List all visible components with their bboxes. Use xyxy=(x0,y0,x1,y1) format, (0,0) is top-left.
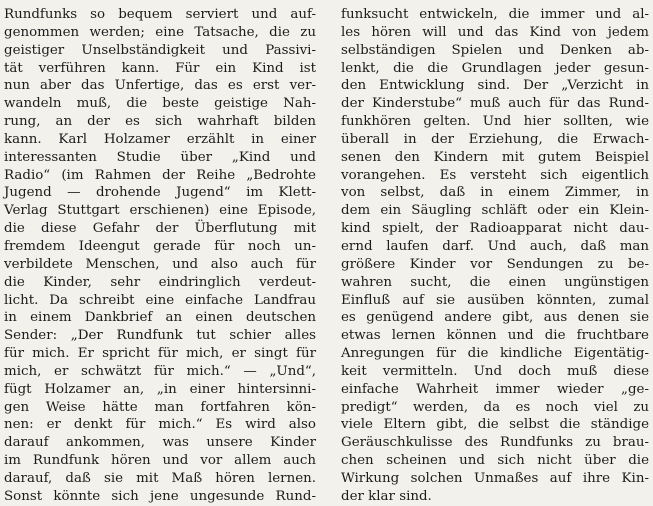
text-column-left xyxy=(4,6,316,506)
text-line: die diese Gefahr der Überflutung mit xyxy=(4,221,316,237)
text-line: geistiger Unselbständigkeit und Passivi- xyxy=(4,42,316,58)
text-line: Sender: „Der Rundfunk tut schier alles xyxy=(4,328,316,344)
text-line: gen Weise hätte man fortfahren kön- xyxy=(4,399,316,415)
text-line: in einem Dankbrief an einen deutschen xyxy=(4,310,316,326)
text-line: Verlag Stuttgart erschienen) eine Episode, xyxy=(4,203,316,219)
text-line: fremdem Ideengut gerade für noch un- xyxy=(4,238,316,254)
text-line: Einfluß auf sie ausüben könnten, zumal xyxy=(341,292,649,308)
text-line: Geräuschkulisse des Rundfunks zu brau- xyxy=(341,435,649,451)
text-line: Rundfunks so bequem serviert und auf- xyxy=(4,7,316,22)
text-line: tät verführen kann. Für ein Kind ist xyxy=(4,60,316,76)
text-line: Sonst könnte sich jene ungesunde Rund- xyxy=(4,488,316,504)
text-line: Radio“ (im Rahmen der Reihe „Bedrohte xyxy=(4,167,316,183)
text-line: Jugend — drohende Jugend“ im Klett- xyxy=(4,185,316,201)
text-line: predigt“ werden, da es noch viel zu xyxy=(341,399,649,415)
text-line: überall in der Erziehung, die Erwach- xyxy=(341,131,649,147)
text-line: Anregungen für die kindliche Eigentätig- xyxy=(341,346,649,362)
text-column-right xyxy=(341,6,649,506)
text-line: selbständigen Spielen und Denken ab- xyxy=(341,42,649,58)
text-line: kind spielt, der Radioapparat nicht dau- xyxy=(341,221,649,237)
text-line: wandeln muß, die beste geistige Nah- xyxy=(4,96,316,112)
text-line: interessanten Studie über „Kind und xyxy=(4,149,316,165)
text-line: der klar sind. xyxy=(341,488,432,504)
text-line: nun aber das Unfertige, das es erst ver- xyxy=(4,78,316,94)
text-line: lenkt, die die Grundlagen jeder gesun- xyxy=(341,60,649,76)
text-line: dem ein Säugling schläft oder ein Klein- xyxy=(341,203,649,219)
text-line: darauf, daß sie mit Maß hören lernen. xyxy=(4,470,316,486)
text-line: rung, an der es sich wahrhaft bilden xyxy=(4,114,316,130)
text-line: etwas lernen können und die fruchtbare xyxy=(341,328,649,344)
text-line: die Kinder, sehr eindringlich verdeut- xyxy=(4,274,316,290)
text-line: chen scheinen und sich nicht über die xyxy=(341,453,649,469)
text-line: verbildete Menschen, und also auch für xyxy=(4,256,316,272)
text-line: von selbst, daß in einem Zimmer, in xyxy=(341,185,649,201)
text-line: den Entwicklung sind. Der „Verzicht in xyxy=(341,78,649,94)
text-line: darauf ankommen, was unsere Kinder xyxy=(4,435,316,451)
text-line: Wirkung solchen Unmaßes auf ihre Kin- xyxy=(341,470,649,486)
text-line: vorangehen. Es versteht sich eigentlich xyxy=(341,167,649,183)
text-line: für mich. Er spricht für mich, er singt für xyxy=(4,346,316,362)
text-line: licht. Da schreibt eine einfache Landfrau xyxy=(4,292,316,308)
text-line: größere Kinder vor Sendungen zu be- xyxy=(341,256,649,272)
text-line: funksucht entwickeln, die immer und al- xyxy=(341,7,649,22)
text-line: im Rundfunk hören und vor allem auch xyxy=(4,453,316,469)
text-line: kann. Karl Holzamer erzählt in einer xyxy=(4,131,316,147)
text-line: mich, er schwätzt für mich.“ — „Und“, xyxy=(4,363,316,379)
text-line: keit vermitteln. Und doch muß diese xyxy=(341,363,649,379)
text-line: funkhören gelten. Und hier sollten, wie xyxy=(341,114,649,130)
text-line: fügt Holzamer an, „in einer hintersinni- xyxy=(4,381,316,397)
text-line: der Kinderstube“ muß auch für das Rund- xyxy=(341,96,649,112)
text-line: ernd laufen darf. Und auch, daß man xyxy=(341,238,649,254)
text-line: genommen werden; eine Tatsache, die zu xyxy=(4,24,316,40)
text-line: es genügend andere gibt, aus denen sie xyxy=(341,310,649,326)
text-line: einfache Wahrheit immer wieder „ge- xyxy=(341,381,649,397)
text-line: wahren sucht, die einen ungünstigen xyxy=(341,274,649,290)
text-line: viele Eltern gibt, die selbst die ständige xyxy=(341,417,649,433)
text-line: senen den Kindern mit gutem Beispiel xyxy=(341,149,649,165)
text-line: nen: er denkt für mich.“ Es wird also xyxy=(4,417,316,433)
text-line: les hören will und das Kind von jedem xyxy=(341,24,649,40)
